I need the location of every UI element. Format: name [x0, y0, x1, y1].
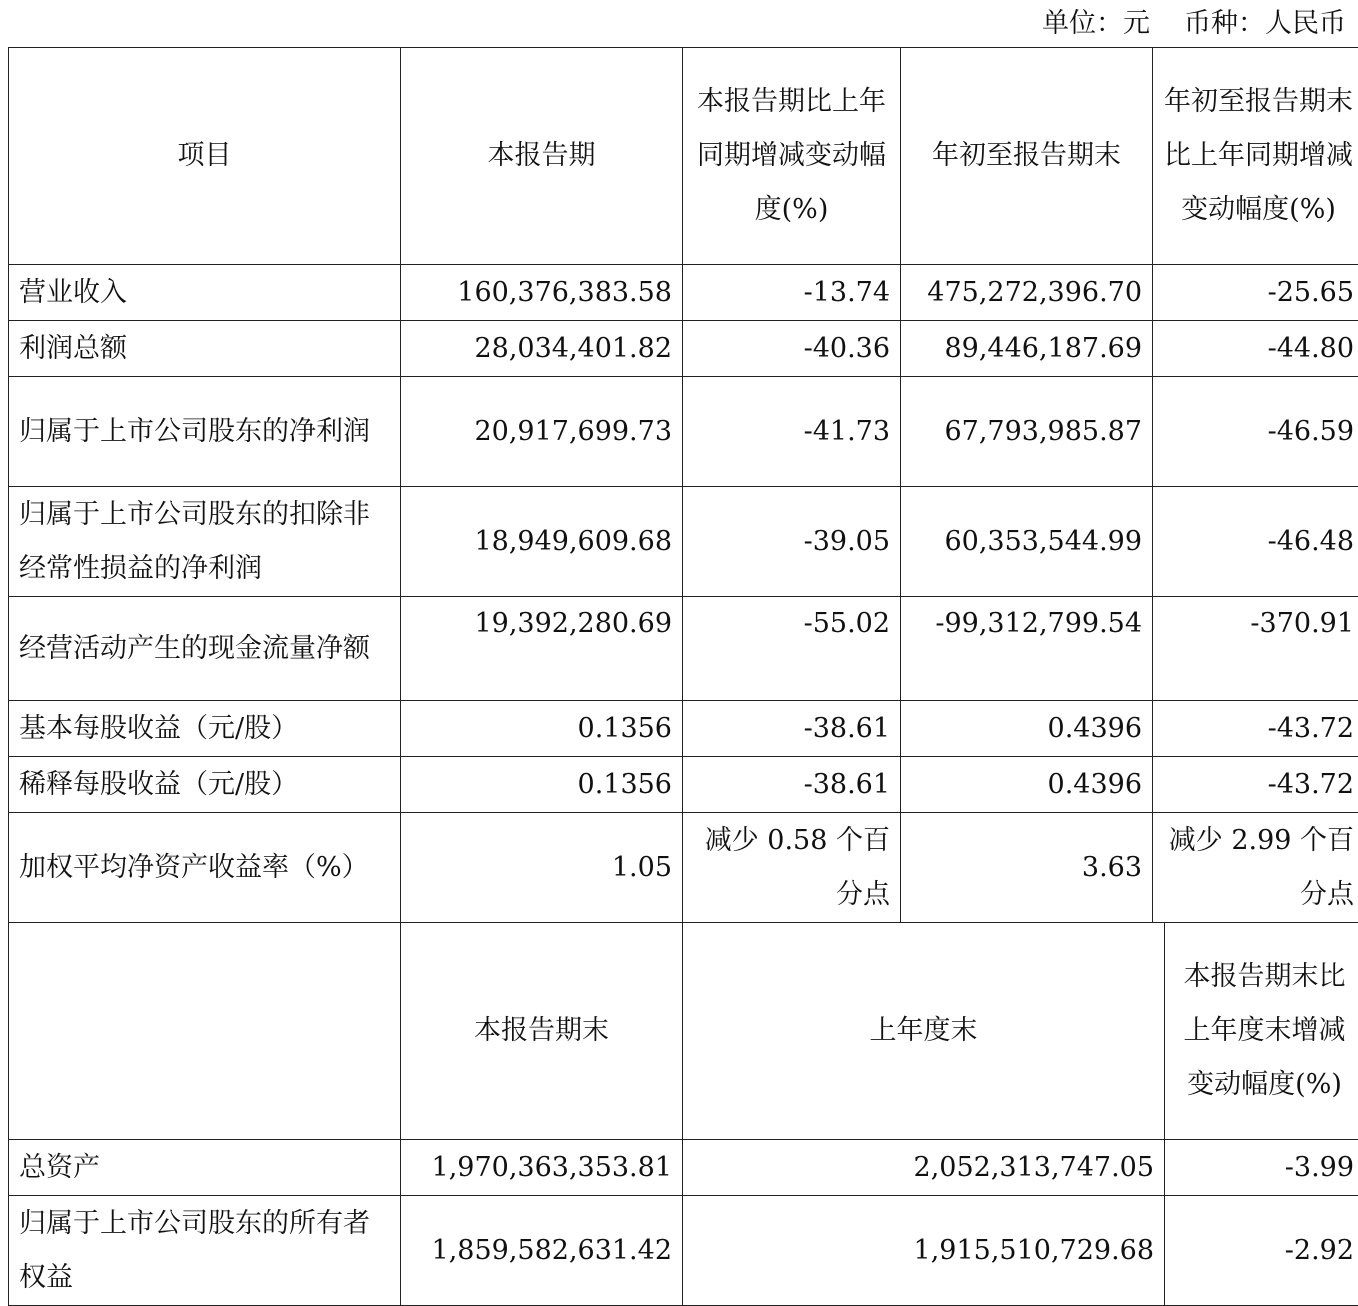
- header-period-end: 本报告期末: [401, 923, 683, 1140]
- table-row: [9, 701, 1358, 757]
- header-current-period: 本报告期: [401, 48, 683, 265]
- row-current: 0.1356: [401, 757, 683, 813]
- row-item: 经营活动产生的现金流量净额: [9, 597, 401, 701]
- row-item: 归属于上市公司股东的净利润: [9, 377, 401, 487]
- row-prior-year-end: 1,915,510,729.68: [683, 1196, 1165, 1306]
- row-item: 总资产: [9, 1140, 401, 1196]
- row-ytd-change: -46.48: [1153, 487, 1358, 597]
- row-ytd: 89,446,187.69: [901, 321, 1153, 377]
- financial-data-table: [8, 47, 1358, 1306]
- row-ytd-change: -44.80: [1153, 321, 1358, 377]
- row-current: 18,949,609.68: [401, 487, 683, 597]
- row-ytd-change: -43.72: [1153, 757, 1358, 813]
- header-row: [9, 48, 1358, 265]
- header-balance-change: 本报告期末比上年度末增减变动幅度(%): [1165, 923, 1358, 1140]
- table-row: [9, 597, 1358, 701]
- row-current-change: -38.61: [683, 757, 901, 813]
- row-item: 基本每股收益（元/股）: [9, 701, 401, 757]
- row-current-change: -13.74: [683, 265, 901, 321]
- row-ytd-change: -43.72: [1153, 701, 1358, 757]
- currency-label: 币种：人民币: [1184, 8, 1346, 39]
- unit-label: 单位：元: [1042, 8, 1150, 39]
- row-ytd: 67,793,985.87: [901, 377, 1153, 487]
- row-item: 营业收入: [9, 265, 401, 321]
- row-current-change: -41.73: [683, 377, 901, 487]
- table-row: [9, 265, 1358, 321]
- row-ytd-change: 减少 2.99 个百分点: [1153, 813, 1358, 923]
- table-row: [9, 377, 1358, 487]
- row-current: 1.05: [401, 813, 683, 923]
- table-row: [9, 813, 1358, 923]
- header-ytd: 年初至报告期末: [901, 48, 1153, 265]
- row-item: 加权平均净资产收益率（%）: [9, 813, 401, 923]
- row-current: 19,392,280.69: [401, 597, 683, 701]
- row-current-change: 减少 0.58 个百分点: [683, 813, 901, 923]
- row-ytd: 0.4396: [901, 757, 1153, 813]
- row-current-change: -39.05: [683, 487, 901, 597]
- header-blank: [9, 923, 401, 1140]
- header-row-balance: [9, 923, 1358, 1140]
- table-row: [9, 1140, 1358, 1196]
- table-row: [9, 1196, 1358, 1306]
- row-ytd: 475,272,396.70: [901, 265, 1153, 321]
- header-prior-year-end: 上年度末: [683, 923, 1165, 1140]
- row-item: 利润总额: [9, 321, 401, 377]
- row-balance-change: -2.92: [1165, 1196, 1358, 1306]
- row-prior-year-end: 2,052,313,747.05: [683, 1140, 1165, 1196]
- row-current-change: -40.36: [683, 321, 901, 377]
- row-ytd-change: -25.65: [1153, 265, 1358, 321]
- row-current: 28,034,401.82: [401, 321, 683, 377]
- table-row: [9, 321, 1358, 377]
- row-ytd: -99,312,799.54: [901, 597, 1153, 701]
- row-ytd: 60,353,544.99: [901, 487, 1153, 597]
- row-period-end: 1,970,363,353.81: [401, 1140, 683, 1196]
- table-row: [9, 757, 1358, 813]
- row-item: 归属于上市公司股东的所有者权益: [9, 1196, 401, 1306]
- row-current: 160,376,383.58: [401, 265, 683, 321]
- row-current: 0.1356: [401, 701, 683, 757]
- header-item: 项目: [9, 48, 401, 265]
- header-current-change: 本报告期比上年同期增减变动幅度(%): [683, 48, 901, 265]
- row-ytd-change: -46.59: [1153, 377, 1358, 487]
- row-ytd-change: -370.91: [1153, 597, 1358, 701]
- row-current: 20,917,699.73: [401, 377, 683, 487]
- unit-currency-line: [1042, 4, 1346, 44]
- row-balance-change: -3.99: [1165, 1140, 1358, 1196]
- row-ytd: 3.63: [901, 813, 1153, 923]
- row-item: 稀释每股收益（元/股）: [9, 757, 401, 813]
- row-current-change: -38.61: [683, 701, 901, 757]
- row-current-change: -55.02: [683, 597, 901, 701]
- row-item: 归属于上市公司股东的扣除非经常性损益的净利润: [9, 487, 401, 597]
- table-row: [9, 487, 1358, 597]
- header-ytd-change: 年初至报告期末比上年同期增减变动幅度(%): [1153, 48, 1358, 265]
- row-ytd: 0.4396: [901, 701, 1153, 757]
- row-period-end: 1,859,582,631.42: [401, 1196, 683, 1306]
